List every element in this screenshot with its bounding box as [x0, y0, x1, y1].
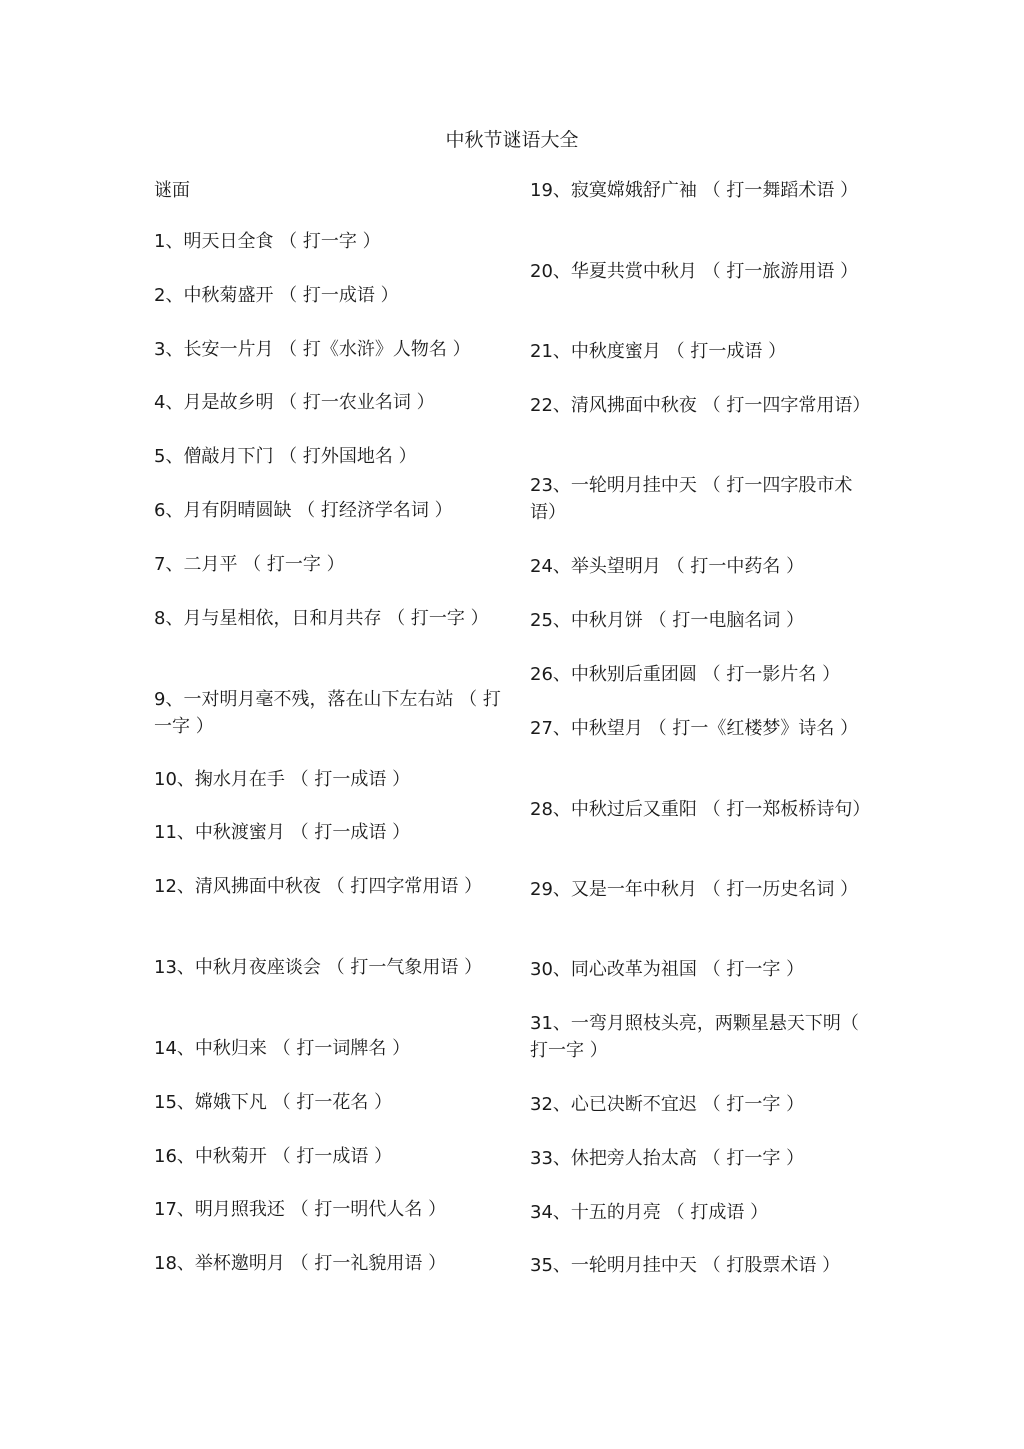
riddle-item: 19、寂寞嫦娥舒广袖 （ 打一舞蹈术语 ） [530, 180, 859, 201]
riddle-item: 27、中秋望月 （ 打一《红楼梦》诗名 ） [530, 718, 859, 739]
riddle-heading: 谜面 [154, 180, 190, 201]
riddle-item: 18、举杯邀明月 （ 打一礼貌用语 ） [154, 1253, 447, 1274]
riddle-item: 16、中秋菊开 （ 打一成语 ） [154, 1146, 393, 1167]
riddle-item: 20、华夏共赏中秋月 （ 打一旅游用语 ） [530, 261, 859, 282]
riddle-item: 22、清风拂面中秋夜 （ 打一四字常用语） [530, 395, 871, 416]
riddle-item: 2、中秋菊盛开 （ 打一成语 ） [154, 285, 399, 306]
riddle-item: 35、一轮明月挂中天 （ 打股票术语 ） [530, 1255, 841, 1276]
riddle-item: 32、心已决断不宜迟 （ 打一字 ） [530, 1094, 805, 1115]
riddle-item: 5、僧敲月下门 （ 打外国地名 ） [154, 446, 417, 467]
riddle-item: 1、明天日全食 （ 打一字 ） [154, 231, 381, 252]
riddle-item: 8、月与星相依，日和月共存 （ 打一字 ） [154, 608, 489, 629]
riddle-item: 10、掬水月在手 （ 打一成语 ） [154, 769, 411, 790]
riddle-item: 15、嫦娥下凡 （ 打一花名 ） [154, 1092, 393, 1113]
riddle-item: 24、举头望明月 （ 打一中药名 ） [530, 556, 805, 577]
riddle-item: 31、一弯月照枝头亮，两颗星悬天下明（ 打一字 ） [530, 1013, 859, 1061]
riddle-item: 11、中秋渡蜜月 （ 打一成语 ） [154, 822, 411, 843]
riddle-item: 6、月有阴晴圆缺 （ 打经济学名词 ） [154, 500, 453, 521]
riddle-item: 28、中秋过后又重阳 （ 打一郑板桥诗句） [530, 799, 871, 820]
riddle-item: 17、明月照我还 （ 打一明代人名 ） [154, 1199, 447, 1220]
riddle-item: 4、月是故乡明 （ 打一农业名词 ） [154, 392, 435, 413]
riddle-item: 26、中秋别后重团圆 （ 打一影片名 ） [530, 664, 841, 685]
riddle-item: 34、十五的月亮 （ 打成语 ） [530, 1202, 769, 1223]
riddle-item: 33、休把旁人抬太高 （ 打一字 ） [530, 1148, 805, 1169]
riddle-item: 25、中秋月饼 （ 打一电脑名词 ） [530, 610, 805, 631]
riddle-item: 3、长安一片月 （ 打《水浒》人物名 ） [154, 339, 471, 360]
riddle-item: 14、中秋归来 （ 打一词牌名 ） [154, 1038, 411, 1059]
riddle-item: 30、同心改革为祖国 （ 打一字 ） [530, 959, 805, 980]
riddle-item: 21、中秋度蜜月 （ 打一成语 ） [530, 341, 787, 362]
riddle-item: 7、二月平 （ 打一字 ） [154, 554, 345, 575]
riddle-item: 12、清风拂面中秋夜 （ 打四字常用语 ） [154, 876, 483, 897]
document-title: 中秋节谜语大全 [445, 129, 579, 151]
riddle-item: 23、一轮明月挂中天 （ 打一四字股市术语） [530, 475, 853, 523]
riddle-item: 13、中秋月夜座谈会 （ 打一气象用语 ） [154, 957, 483, 978]
riddle-item: 29、又是一年中秋月 （ 打一历史名词 ） [530, 879, 859, 900]
riddle-item: 9、一对明月毫不残，落在山下左右站 （ 打一字 ） [154, 689, 501, 737]
